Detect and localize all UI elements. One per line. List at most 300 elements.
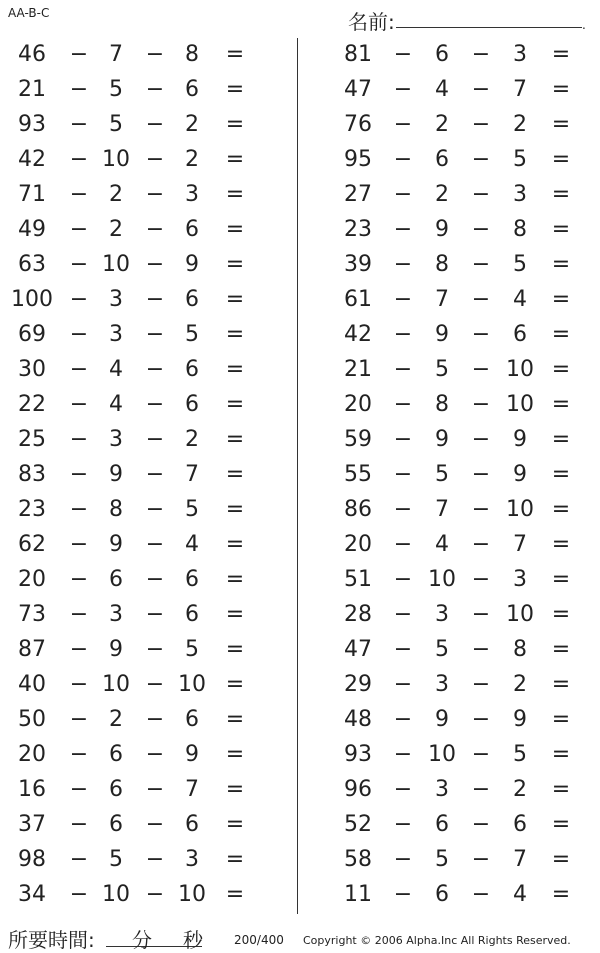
first-number: 34 <box>18 882 46 907</box>
third-number: 9 <box>513 707 527 732</box>
third-number: 2 <box>513 112 527 137</box>
first-number: 58 <box>344 847 372 872</box>
equals-sign: = <box>225 112 245 137</box>
minus-sign: − <box>69 147 89 172</box>
minus-sign: − <box>471 847 491 872</box>
third-number: 10 <box>506 357 534 382</box>
second-number: 7 <box>435 497 449 522</box>
third-number: 4 <box>513 882 527 907</box>
minus-sign: − <box>393 427 413 452</box>
problem-row <box>300 317 600 352</box>
minus-sign: − <box>145 882 165 907</box>
second-number: 9 <box>435 217 449 242</box>
minus-sign: − <box>69 77 89 102</box>
equals-sign: = <box>551 707 571 732</box>
first-number: 23 <box>18 497 46 522</box>
second-number: 5 <box>435 462 449 487</box>
problem-row <box>300 142 600 177</box>
problem-row <box>0 632 300 667</box>
name-line-end-dot: . <box>582 18 586 32</box>
minus-sign: − <box>145 672 165 697</box>
minus-sign: − <box>145 42 165 67</box>
minus-sign: − <box>393 252 413 277</box>
minus-sign: − <box>471 217 491 242</box>
equals-sign: = <box>225 497 245 522</box>
problem-row <box>0 457 300 492</box>
minus-sign: − <box>145 252 165 277</box>
minus-sign: − <box>69 112 89 137</box>
second-number: 9 <box>109 637 123 662</box>
minus-sign: − <box>471 707 491 732</box>
second-number: 6 <box>109 567 123 592</box>
equals-sign: = <box>225 77 245 102</box>
third-number: 5 <box>185 497 199 522</box>
minus-sign: − <box>393 77 413 102</box>
first-number: 62 <box>18 532 46 557</box>
second-number: 8 <box>435 252 449 277</box>
second-number: 5 <box>435 357 449 382</box>
problem-row <box>300 562 600 597</box>
minus-sign: − <box>145 812 165 837</box>
first-number: 46 <box>18 42 46 67</box>
problem-row <box>0 772 300 807</box>
minus-sign: − <box>471 77 491 102</box>
third-number: 10 <box>506 497 534 522</box>
first-number: 37 <box>18 812 46 837</box>
minus-sign: − <box>393 497 413 522</box>
equals-sign: = <box>225 322 245 347</box>
second-number: 10 <box>102 672 130 697</box>
first-number: 39 <box>344 252 372 277</box>
minus-sign: − <box>393 777 413 802</box>
second-number: 3 <box>109 287 123 312</box>
problem-row <box>0 492 300 527</box>
third-number: 6 <box>185 707 199 732</box>
minus-sign: − <box>471 392 491 417</box>
copyright-text: Copyright © 2006 Alpha.Inc All Rights Reserved. <box>303 934 571 947</box>
third-number: 7 <box>513 77 527 102</box>
problem-row <box>300 807 600 842</box>
problem-row <box>0 177 300 212</box>
minus-sign: − <box>393 742 413 767</box>
problem-row <box>0 317 300 352</box>
third-number: 5 <box>185 322 199 347</box>
third-number: 6 <box>513 322 527 347</box>
minus-sign: − <box>393 217 413 242</box>
problem-row <box>0 422 300 457</box>
problem-row <box>300 737 600 772</box>
problem-row <box>300 387 600 422</box>
minus-sign: − <box>393 637 413 662</box>
minus-sign: − <box>471 322 491 347</box>
third-number: 6 <box>185 812 199 837</box>
first-number: 25 <box>18 427 46 452</box>
third-number: 8 <box>185 42 199 67</box>
second-number: 5 <box>435 637 449 662</box>
first-number: 93 <box>18 112 46 137</box>
equals-sign: = <box>225 462 245 487</box>
minus-sign: − <box>69 567 89 592</box>
equals-sign: = <box>551 182 571 207</box>
minus-sign: − <box>145 322 165 347</box>
equals-sign: = <box>551 77 571 102</box>
second-number: 9 <box>435 427 449 452</box>
second-number: 4 <box>109 357 123 382</box>
minus-sign: − <box>69 182 89 207</box>
equals-sign: = <box>225 147 245 172</box>
first-number: 63 <box>18 252 46 277</box>
second-number: 3 <box>435 672 449 697</box>
problem-row <box>300 702 600 737</box>
equals-sign: = <box>225 602 245 627</box>
minus-sign: − <box>69 882 89 907</box>
equals-sign: = <box>551 497 571 522</box>
minus-sign: − <box>69 217 89 242</box>
first-number: 96 <box>344 777 372 802</box>
minus-sign: − <box>69 637 89 662</box>
second-number: 4 <box>435 77 449 102</box>
third-number: 2 <box>513 672 527 697</box>
minus-sign: − <box>145 742 165 767</box>
equals-sign: = <box>551 217 571 242</box>
equals-sign: = <box>225 392 245 417</box>
minus-sign: − <box>471 812 491 837</box>
minus-sign: − <box>69 322 89 347</box>
second-number: 2 <box>435 112 449 137</box>
second-number: 8 <box>109 497 123 522</box>
third-number: 6 <box>185 77 199 102</box>
second-number: 8 <box>435 392 449 417</box>
equals-sign: = <box>551 287 571 312</box>
minus-sign: − <box>471 672 491 697</box>
minus-sign: − <box>471 637 491 662</box>
minus-sign: − <box>471 252 491 277</box>
problem-row <box>300 772 600 807</box>
minus-sign: − <box>69 427 89 452</box>
equals-sign: = <box>225 637 245 662</box>
second-number: 5 <box>109 77 123 102</box>
problem-row <box>0 562 300 597</box>
minutes-label: 分 <box>132 928 152 952</box>
third-number: 2 <box>513 777 527 802</box>
first-number: 20 <box>18 742 46 767</box>
equals-sign: = <box>225 42 245 67</box>
third-number: 7 <box>513 847 527 872</box>
second-number: 3 <box>435 602 449 627</box>
problem-row <box>0 877 300 912</box>
first-number: 55 <box>344 462 372 487</box>
second-number: 10 <box>102 882 130 907</box>
first-number: 48 <box>344 707 372 732</box>
equals-sign: = <box>551 252 571 277</box>
minus-sign: − <box>393 672 413 697</box>
worksheet-code: AA-B-C <box>8 6 50 20</box>
minus-sign: − <box>145 287 165 312</box>
first-number: 83 <box>18 462 46 487</box>
third-number: 10 <box>506 392 534 417</box>
minus-sign: − <box>393 602 413 627</box>
minus-sign: − <box>145 532 165 557</box>
problem-row <box>300 842 600 877</box>
third-number: 5 <box>513 252 527 277</box>
minus-sign: − <box>471 42 491 67</box>
minus-sign: − <box>69 42 89 67</box>
problem-row <box>0 387 300 422</box>
second-number: 7 <box>435 287 449 312</box>
third-number: 9 <box>185 742 199 767</box>
minus-sign: − <box>393 322 413 347</box>
second-number: 6 <box>109 777 123 802</box>
equals-sign: = <box>551 112 571 137</box>
first-number: 87 <box>18 637 46 662</box>
equals-sign: = <box>225 532 245 557</box>
first-number: 86 <box>344 497 372 522</box>
first-number: 49 <box>18 217 46 242</box>
problem-row <box>300 492 600 527</box>
first-number: 81 <box>344 42 372 67</box>
minus-sign: − <box>471 287 491 312</box>
second-number: 9 <box>435 707 449 732</box>
minus-sign: − <box>145 637 165 662</box>
problem-row <box>0 702 300 737</box>
equals-sign: = <box>225 252 245 277</box>
minus-sign: − <box>393 147 413 172</box>
third-number: 3 <box>185 182 199 207</box>
minus-sign: − <box>69 602 89 627</box>
minus-sign: − <box>145 707 165 732</box>
first-number: 16 <box>18 777 46 802</box>
third-number: 6 <box>185 602 199 627</box>
minus-sign: − <box>69 672 89 697</box>
third-number: 10 <box>178 882 206 907</box>
equals-sign: = <box>551 812 571 837</box>
second-number: 3 <box>109 427 123 452</box>
equals-sign: = <box>225 182 245 207</box>
third-number: 6 <box>185 217 199 242</box>
equals-sign: = <box>225 427 245 452</box>
minus-sign: − <box>393 707 413 732</box>
third-number: 4 <box>185 532 199 557</box>
second-number: 6 <box>109 812 123 837</box>
first-number: 42 <box>344 322 372 347</box>
minus-sign: − <box>69 497 89 522</box>
second-number: 7 <box>109 42 123 67</box>
first-number: 29 <box>344 672 372 697</box>
time-required-label: 所要時間: <box>8 928 95 952</box>
minus-sign: − <box>145 147 165 172</box>
second-number: 2 <box>109 182 123 207</box>
minus-sign: − <box>471 462 491 487</box>
third-number: 6 <box>185 287 199 312</box>
minus-sign: − <box>471 427 491 452</box>
first-number: 11 <box>344 882 372 907</box>
minus-sign: − <box>393 287 413 312</box>
third-number: 5 <box>513 742 527 767</box>
first-number: 30 <box>18 357 46 382</box>
second-number: 2 <box>109 707 123 732</box>
minus-sign: − <box>471 882 491 907</box>
equals-sign: = <box>225 567 245 592</box>
equals-sign: = <box>551 42 571 67</box>
third-number: 7 <box>185 777 199 802</box>
name-label: 名前: <box>348 10 395 34</box>
minus-sign: − <box>145 182 165 207</box>
first-number: 40 <box>18 672 46 697</box>
problem-row <box>300 352 600 387</box>
third-number: 4 <box>513 287 527 312</box>
first-number: 52 <box>344 812 372 837</box>
equals-sign: = <box>225 882 245 907</box>
minus-sign: − <box>145 427 165 452</box>
second-number: 5 <box>109 847 123 872</box>
problem-row <box>0 527 300 562</box>
second-number: 4 <box>435 532 449 557</box>
minus-sign: − <box>393 462 413 487</box>
third-number: 9 <box>513 427 527 452</box>
minus-sign: − <box>393 812 413 837</box>
problem-row <box>300 527 600 562</box>
minus-sign: − <box>69 462 89 487</box>
third-number: 6 <box>185 392 199 417</box>
minus-sign: − <box>69 847 89 872</box>
problem-row <box>300 667 600 702</box>
equals-sign: = <box>551 882 571 907</box>
minus-sign: − <box>69 287 89 312</box>
problem-row <box>0 72 300 107</box>
problem-row <box>0 667 300 702</box>
equals-sign: = <box>225 847 245 872</box>
second-number: 6 <box>435 42 449 67</box>
third-number: 3 <box>185 847 199 872</box>
problem-row <box>0 597 300 632</box>
minus-sign: − <box>69 532 89 557</box>
first-number: 20 <box>18 567 46 592</box>
third-number: 6 <box>185 357 199 382</box>
right-problem-column <box>300 37 600 912</box>
second-number: 9 <box>109 532 123 557</box>
second-number: 5 <box>109 112 123 137</box>
minus-sign: − <box>145 462 165 487</box>
equals-sign: = <box>551 357 571 382</box>
problem-row <box>300 37 600 72</box>
footer <box>0 922 600 952</box>
problem-row <box>300 177 600 212</box>
minus-sign: − <box>471 602 491 627</box>
equals-sign: = <box>551 392 571 417</box>
minus-sign: − <box>145 497 165 522</box>
problem-row <box>0 842 300 877</box>
problem-row <box>0 107 300 142</box>
problem-row <box>300 282 600 317</box>
equals-sign: = <box>225 217 245 242</box>
first-number: 76 <box>344 112 372 137</box>
minus-sign: − <box>393 532 413 557</box>
problem-row <box>300 107 600 142</box>
minus-sign: − <box>471 147 491 172</box>
problem-row <box>0 352 300 387</box>
equals-sign: = <box>225 357 245 382</box>
equals-sign: = <box>551 672 571 697</box>
equals-sign: = <box>225 742 245 767</box>
first-number: 71 <box>18 182 46 207</box>
second-number: 6 <box>435 812 449 837</box>
first-number: 100 <box>11 287 53 312</box>
first-number: 47 <box>344 637 372 662</box>
equals-sign: = <box>225 287 245 312</box>
minus-sign: − <box>69 812 89 837</box>
equals-sign: = <box>225 777 245 802</box>
problem-row <box>0 737 300 772</box>
second-number: 10 <box>102 252 130 277</box>
problem-row <box>0 247 300 282</box>
second-number: 9 <box>109 462 123 487</box>
problem-row <box>300 422 600 457</box>
equals-sign: = <box>551 777 571 802</box>
problem-row <box>300 457 600 492</box>
equals-sign: = <box>225 812 245 837</box>
minus-sign: − <box>471 742 491 767</box>
third-number: 9 <box>185 252 199 277</box>
third-number: 7 <box>185 462 199 487</box>
first-number: 21 <box>18 77 46 102</box>
first-number: 98 <box>18 847 46 872</box>
minus-sign: − <box>145 357 165 382</box>
second-number: 2 <box>109 217 123 242</box>
first-number: 69 <box>18 322 46 347</box>
minus-sign: − <box>145 777 165 802</box>
minus-sign: − <box>393 567 413 592</box>
minus-sign: − <box>471 357 491 382</box>
minus-sign: − <box>69 777 89 802</box>
minus-sign: − <box>145 602 165 627</box>
minus-sign: − <box>145 217 165 242</box>
minus-sign: − <box>69 707 89 732</box>
minus-sign: − <box>393 42 413 67</box>
third-number: 5 <box>513 147 527 172</box>
equals-sign: = <box>551 602 571 627</box>
equals-sign: = <box>551 742 571 767</box>
equals-sign: = <box>551 322 571 347</box>
first-number: 59 <box>344 427 372 452</box>
second-number: 10 <box>428 742 456 767</box>
minus-sign: − <box>471 497 491 522</box>
equals-sign: = <box>551 462 571 487</box>
equals-sign: = <box>551 147 571 172</box>
problem-row <box>0 212 300 247</box>
first-number: 27 <box>344 182 372 207</box>
problem-row <box>0 37 300 72</box>
second-number: 2 <box>435 182 449 207</box>
first-number: 61 <box>344 287 372 312</box>
third-number: 3 <box>513 182 527 207</box>
second-number: 3 <box>109 602 123 627</box>
second-number: 6 <box>109 742 123 767</box>
minus-sign: − <box>69 392 89 417</box>
first-number: 73 <box>18 602 46 627</box>
problem-row <box>0 282 300 317</box>
minus-sign: − <box>471 182 491 207</box>
minus-sign: − <box>145 567 165 592</box>
first-number: 47 <box>344 77 372 102</box>
minus-sign: − <box>393 112 413 137</box>
second-number: 4 <box>109 392 123 417</box>
seconds-label: 秒 <box>183 928 203 952</box>
first-number: 20 <box>344 532 372 557</box>
problem-row <box>300 877 600 912</box>
third-number: 3 <box>513 567 527 592</box>
minus-sign: − <box>393 847 413 872</box>
third-number: 10 <box>506 602 534 627</box>
